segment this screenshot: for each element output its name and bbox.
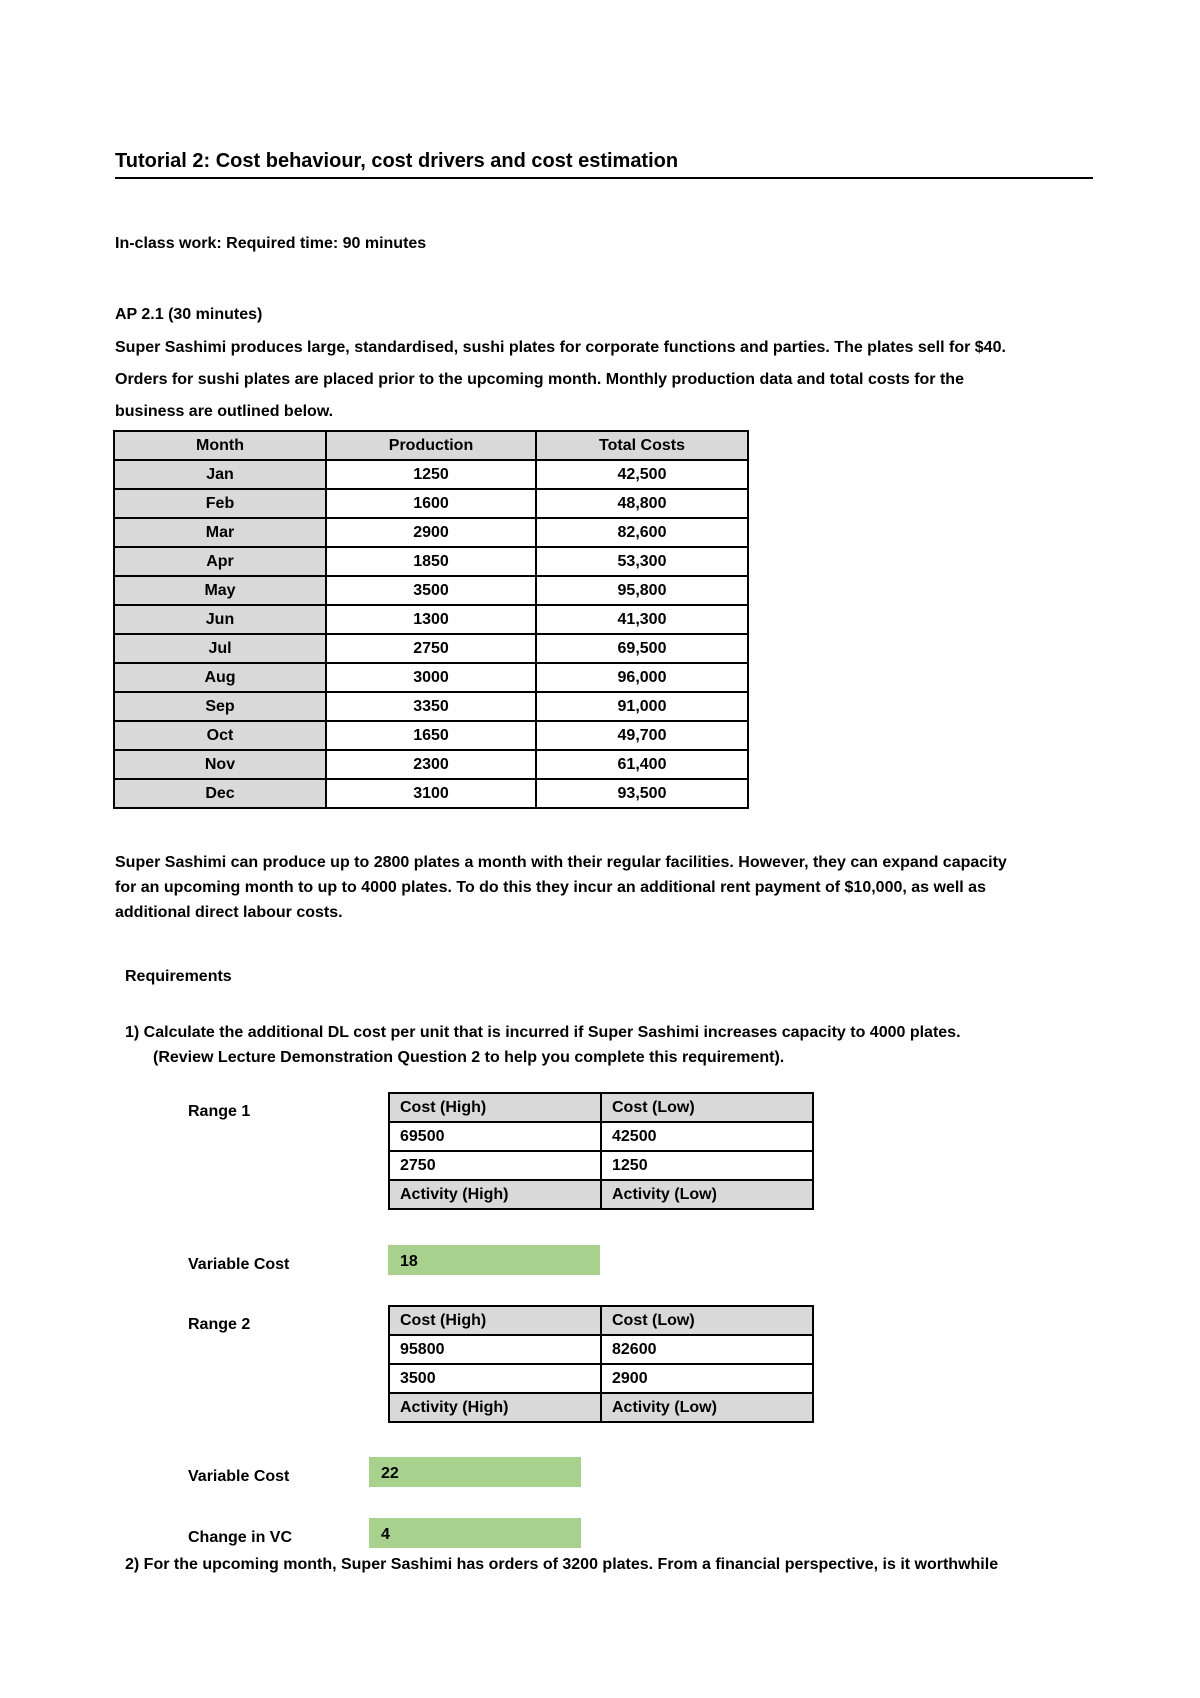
table-row: [114, 489, 748, 518]
production-cell: 3350: [326, 692, 536, 721]
table-cell: 95800: [389, 1335, 601, 1364]
requirement-2: 2) For the upcoming month, Super Sashimi has orders of 3200 plates. From a financial perspective, is it worthwhile: [125, 1556, 999, 1573]
monthly-production-table: [113, 430, 749, 809]
production-cell: 1850: [326, 547, 536, 576]
variable-cost-2-label: Variable Cost: [188, 1468, 290, 1485]
month-cell: Oct: [114, 721, 326, 750]
month-cell: Jun: [114, 605, 326, 634]
title-underline: [115, 177, 1093, 179]
range-1-table: [388, 1092, 814, 1210]
production-cell: 1250: [326, 460, 536, 489]
production-cell: 1300: [326, 605, 536, 634]
month-cell: Dec: [114, 779, 326, 808]
month-cell: Mar: [114, 518, 326, 547]
month-cell: Apr: [114, 547, 326, 576]
total-costs-cell: 82,600: [536, 518, 748, 547]
intro-line: Orders for sushi plates are placed prior to the upcoming month. Monthly production data and total costs for the: [115, 371, 964, 388]
change-in-vc-value: 4: [369, 1518, 581, 1548]
total-costs-cell: 61,400: [536, 750, 748, 779]
ap-heading: AP 2.1 (30 minutes): [115, 306, 263, 323]
total-costs-cell: 48,800: [536, 489, 748, 518]
range-1-label: Range 1: [188, 1103, 251, 1120]
variable-cost-1-value: 18: [388, 1245, 600, 1275]
total-costs-cell: 53,300: [536, 547, 748, 576]
month-cell: Feb: [114, 489, 326, 518]
capacity-line: additional direct labour costs.: [115, 904, 343, 921]
table-row: [389, 1306, 813, 1335]
intro-paragraph: [115, 332, 1095, 428]
table-cell: 3500: [389, 1364, 601, 1393]
production-cell: 1650: [326, 721, 536, 750]
total-costs-cell: 93,500: [536, 779, 748, 808]
page-title: Tutorial 2: Cost behaviour, cost drivers and cost estimation: [115, 150, 679, 172]
table-cell: Cost (Low): [601, 1306, 813, 1335]
production-cell: 2750: [326, 634, 536, 663]
table-cell: Activity (Low): [601, 1393, 813, 1422]
table-row: [114, 692, 748, 721]
table-row: [114, 750, 748, 779]
change-in-vc-label: Change in VC: [188, 1529, 293, 1546]
table-row: [114, 663, 748, 692]
total-costs-cell: 41,300: [536, 605, 748, 634]
variable-cost-2-value: 22: [369, 1457, 581, 1487]
month-cell: Nov: [114, 750, 326, 779]
total-costs-cell: 96,000: [536, 663, 748, 692]
range-2-table: [388, 1305, 814, 1423]
table-cell: 82600: [601, 1335, 813, 1364]
table-header-row: [114, 431, 748, 460]
month-cell: Jul: [114, 634, 326, 663]
range-2-label: Range 2: [188, 1316, 251, 1333]
table-cell: Activity (High): [389, 1393, 601, 1422]
table-cell: 69500: [389, 1122, 601, 1151]
total-costs-cell: 69,500: [536, 634, 748, 663]
table-cell: 2900: [601, 1364, 813, 1393]
requirement-1: 1) Calculate the additional DL cost per unit that is incurred if Super Sashimi increases capacity to 4000 plates.: [125, 1024, 961, 1041]
column-header: Month: [114, 431, 326, 460]
intro-line: business are outlined below.: [115, 403, 334, 420]
month-cell: Aug: [114, 663, 326, 692]
table-row: [114, 779, 748, 808]
capacity-paragraph: [115, 850, 1095, 925]
inclass-note: In-class work: Required time: 90 minutes: [115, 235, 427, 252]
production-cell: 3100: [326, 779, 536, 808]
table-row: [114, 605, 748, 634]
total-costs-cell: 91,000: [536, 692, 748, 721]
month-cell: May: [114, 576, 326, 605]
table-row: [114, 576, 748, 605]
requirement-1-note: (Review Lecture Demonstration Question 2 to help you complete this requirement).: [153, 1049, 785, 1066]
production-cell: 2300: [326, 750, 536, 779]
variable-cost-1-label: Variable Cost: [188, 1256, 290, 1273]
total-costs-cell: 49,700: [536, 721, 748, 750]
table-row: [389, 1180, 813, 1209]
table-row: [114, 547, 748, 576]
production-cell: 2900: [326, 518, 536, 547]
column-header: Total Costs: [536, 431, 748, 460]
capacity-line: for an upcoming month to up to 4000 plates. To do this they incur an additional rent payment of $10,000, as well as: [115, 879, 986, 896]
intro-line: Super Sashimi produces large, standardised, sushi plates for corporate functions and parties. The plates sell for $40.: [115, 339, 1006, 356]
table-row: [114, 634, 748, 663]
table-cell: Cost (High): [389, 1093, 601, 1122]
table-cell: Cost (High): [389, 1306, 601, 1335]
table-cell: Cost (Low): [601, 1093, 813, 1122]
production-cell: 1600: [326, 489, 536, 518]
month-cell: Jan: [114, 460, 326, 489]
table-row: [389, 1393, 813, 1422]
table-row: [389, 1122, 813, 1151]
table-row: [114, 721, 748, 750]
table-row: [114, 460, 748, 489]
table-row: [389, 1364, 813, 1393]
table-row: [389, 1335, 813, 1364]
requirements-heading: Requirements: [125, 968, 232, 985]
production-cell: 3500: [326, 576, 536, 605]
table-cell: Activity (Low): [601, 1180, 813, 1209]
table-cell: 42500: [601, 1122, 813, 1151]
table-cell: 2750: [389, 1151, 601, 1180]
table-row: [389, 1093, 813, 1122]
total-costs-cell: 42,500: [536, 460, 748, 489]
total-costs-cell: 95,800: [536, 576, 748, 605]
table-row: [114, 518, 748, 547]
table-cell: 1250: [601, 1151, 813, 1180]
month-cell: Sep: [114, 692, 326, 721]
column-header: Production: [326, 431, 536, 460]
table-cell: Activity (High): [389, 1180, 601, 1209]
capacity-line: Super Sashimi can produce up to 2800 plates a month with their regular facilities. However, they can expand capacity: [115, 854, 1007, 871]
table-row: [389, 1151, 813, 1180]
production-cell: 3000: [326, 663, 536, 692]
